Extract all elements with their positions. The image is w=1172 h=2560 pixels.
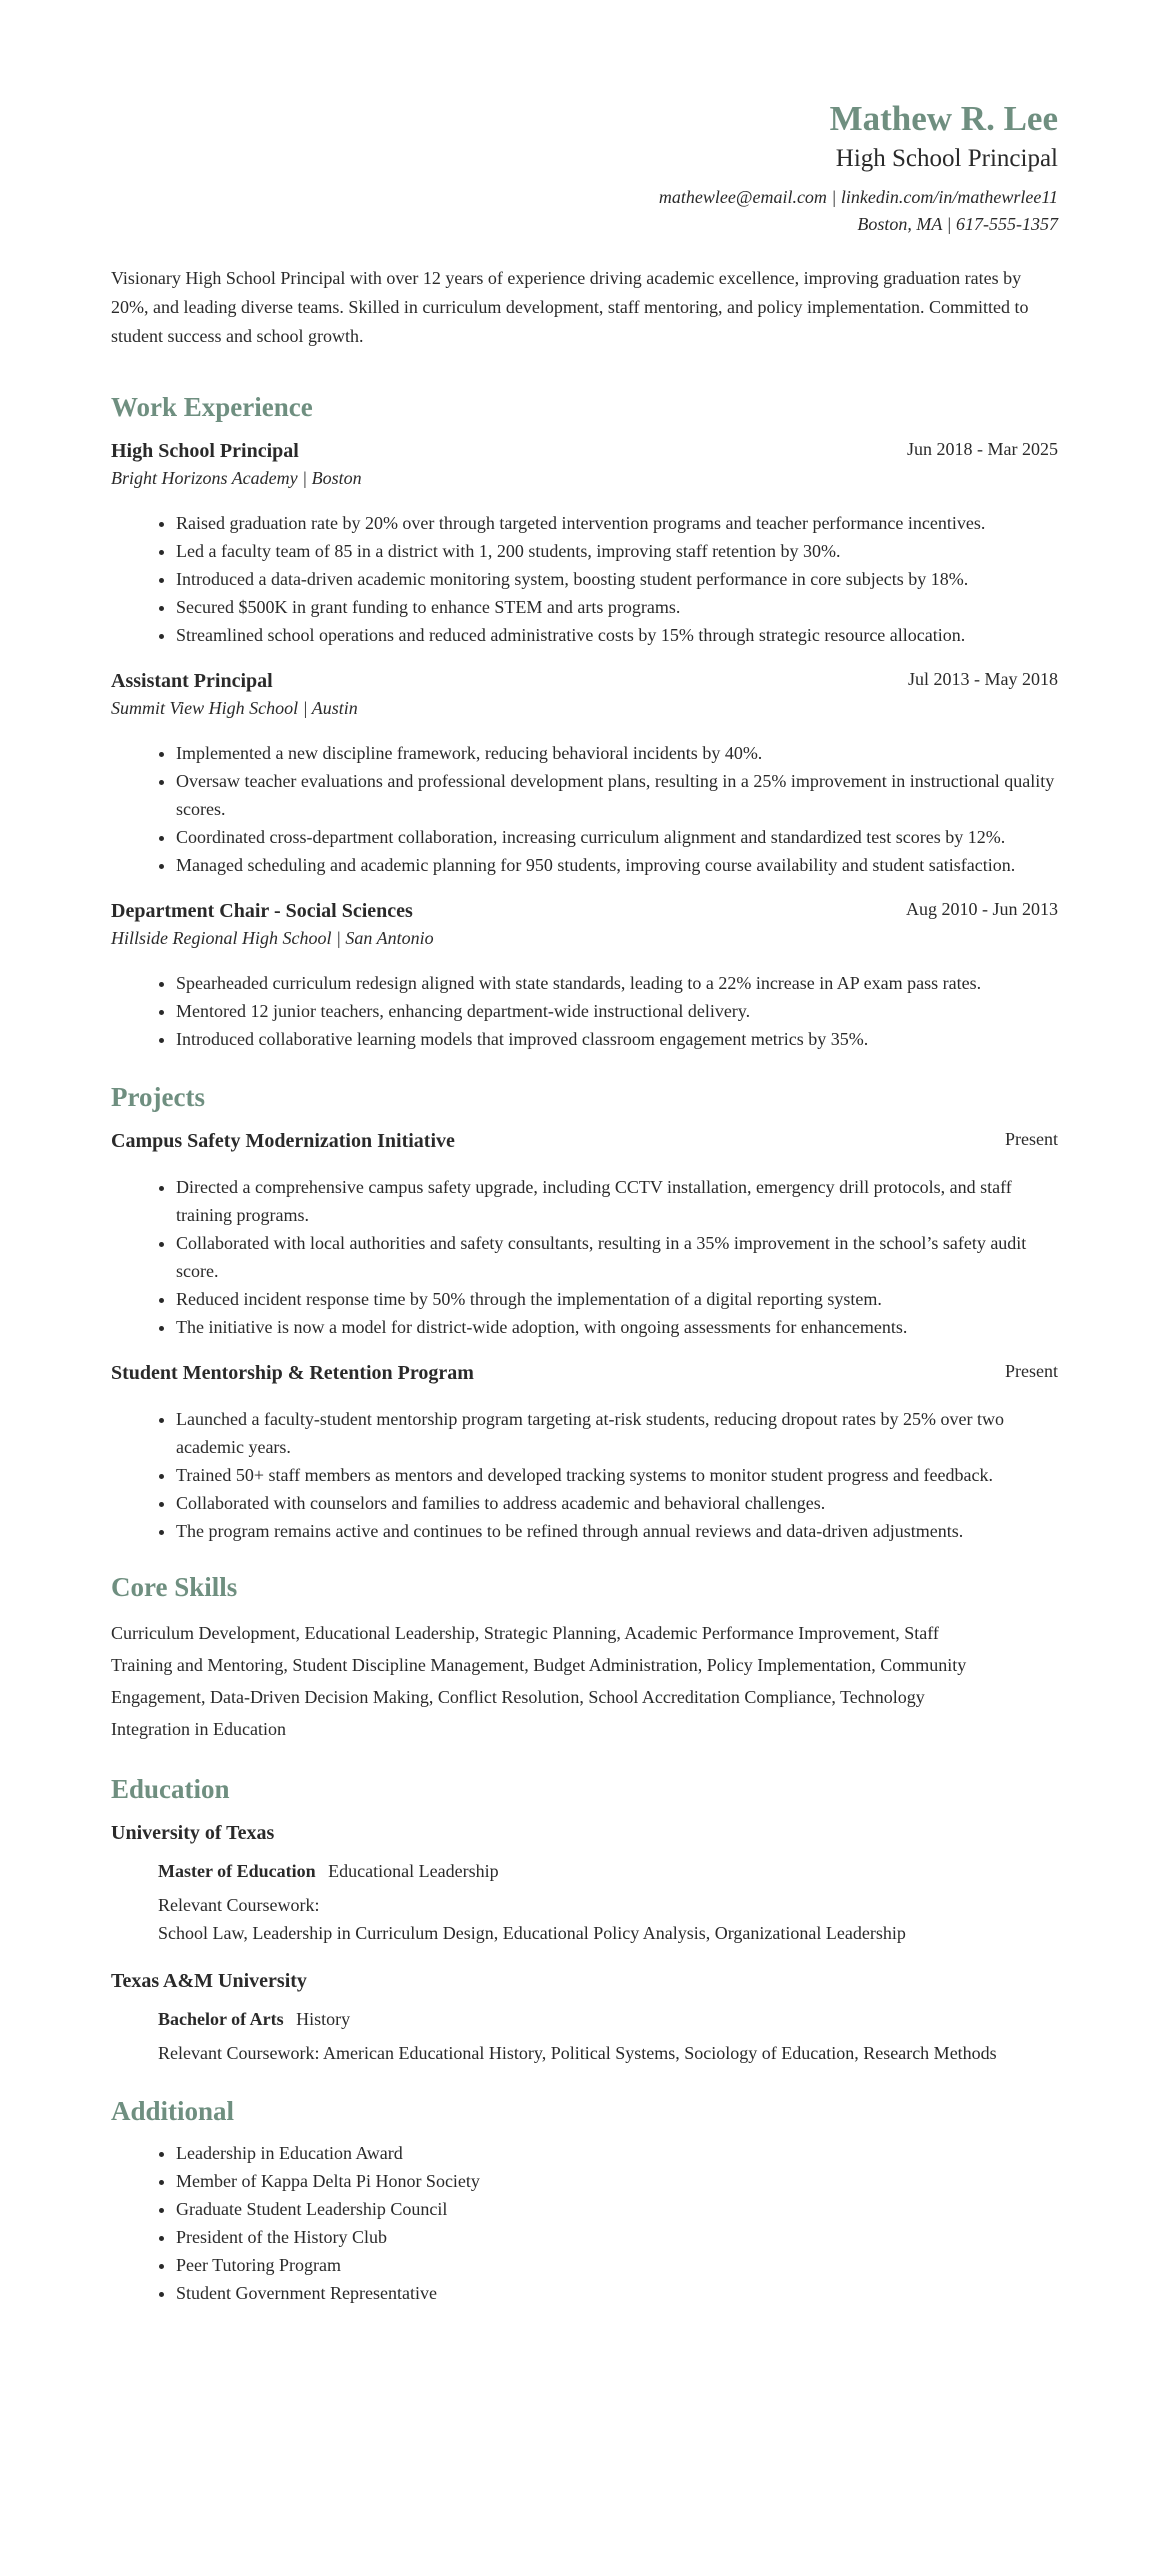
school-name: Texas A&M University bbox=[111, 1970, 307, 1992]
resume-header bbox=[111, 98, 1058, 238]
list-item: • Introduced a data-driven academic monitoring system, boosting student performance in core subjects by 18%. bbox=[176, 565, 1058, 593]
coursework-label: Relevant Coursework: bbox=[158, 2043, 320, 2063]
job-entry bbox=[111, 667, 1058, 879]
degree-line bbox=[158, 1857, 1058, 1885]
job-organization: Hillside Regional High School | San Antonio bbox=[111, 928, 434, 948]
list-item: • Led a faculty team of 85 in a district with 1, 200 students, improving staff retention by 30%. bbox=[176, 537, 1058, 565]
project-entry bbox=[111, 1359, 1058, 1545]
job-organization: Bright Horizons Academy | Boston bbox=[111, 468, 362, 488]
contact-email-linkedin: mathewlee@email.com | linkedin.com/in/mathewrlee11 bbox=[658, 187, 1058, 207]
job-title: Assistant Principal bbox=[111, 670, 273, 692]
project-entry bbox=[111, 1127, 1058, 1341]
contact-location-phone: Boston, MA | 617-555-1357 bbox=[857, 214, 1058, 234]
job-title: High School Principal bbox=[111, 440, 299, 462]
school-name: University of Texas bbox=[111, 1822, 275, 1844]
additional-list bbox=[111, 2139, 1058, 2307]
list-item: • Member of Kappa Delta Pi Honor Society bbox=[176, 2167, 1058, 2195]
professional-summary: Visionary High School Principal with over 12 years of experience driving academic excellence, improving graduation rates by 20%, and leading diverse teams. Skilled in curriculum development, staff mentoring, and policy implementation. Committed to student success and school growth. bbox=[111, 268, 1029, 346]
job-bullets bbox=[111, 509, 1058, 649]
section-heading: Education bbox=[111, 1774, 230, 1804]
list-item: • Oversaw teacher evaluations and professional development plans, resulting in a 25% improvement in instructional quality scores. bbox=[176, 767, 1058, 823]
list-item: • Implemented a new discipline framework, reducing behavioral incidents by 40%. bbox=[176, 739, 1058, 767]
list-item: • Secured $500K in grant funding to enhance STEM and arts programs. bbox=[176, 593, 1058, 621]
list-item: • Raised graduation rate by 20% over through targeted intervention programs and teacher performance incentives. bbox=[176, 509, 1058, 537]
section-heading: Work Experience bbox=[111, 392, 313, 422]
education-section bbox=[111, 1771, 1058, 2067]
education-details bbox=[111, 2005, 1058, 2067]
list-item: • Streamlined school operations and reduced administrative costs by 15% through strategic resource allocation. bbox=[176, 621, 1058, 649]
job-date: Jul 2013 - May 2018 bbox=[908, 669, 1058, 689]
list-item: • Launched a faculty-student mentorship program targeting at-risk students, reducing dropout rates by 25% over two academic years. bbox=[176, 1405, 1058, 1461]
list-item: • Spearheaded curriculum redesign aligned with state standards, leading to a 22% increase in AP exam pass rates. bbox=[176, 969, 1058, 997]
skills-list: Curriculum Development, Educational Leadership, Strategic Planning, Academic Performance Improvement, Staff Training and Mentoring, Student Discipline Management, Budget Administration, Policy Implementation, Community Engagement, Data-Driven Decision Making, Conflict Resolution, School Accreditation Compliance, Technology Integration in Education bbox=[111, 1623, 967, 1739]
job-bullets bbox=[111, 969, 1058, 1053]
job-title: Department Chair - Social Sciences bbox=[111, 900, 413, 922]
project-date: Present bbox=[1005, 1361, 1058, 1381]
list-item: • Graduate Student Leadership Council bbox=[176, 2195, 1058, 2223]
coursework bbox=[158, 2039, 1058, 2067]
additional-section bbox=[111, 2093, 1058, 2307]
list-item: • Peer Tutoring Program bbox=[176, 2251, 1058, 2279]
contact-info bbox=[111, 184, 1058, 238]
degree-name: Master of Education bbox=[158, 1861, 316, 1881]
job-entry bbox=[111, 437, 1058, 649]
list-item: • President of the History Club bbox=[176, 2223, 1058, 2251]
education-details bbox=[111, 1857, 1058, 1947]
section-heading: Additional bbox=[111, 2096, 235, 2126]
list-item: • Student Government Representative bbox=[176, 2279, 1058, 2307]
education-entry bbox=[111, 1819, 1058, 1947]
coursework-label: Relevant Coursework: bbox=[158, 1895, 320, 1915]
section-heading: Projects bbox=[111, 1082, 205, 1112]
list-item: • Collaborated with counselors and families to address academic and behavioral challenges. bbox=[176, 1489, 1058, 1517]
section-heading: Core Skills bbox=[111, 1572, 238, 1602]
coursework-text: School Law, Leadership in Curriculum Design, Educational Policy Analysis, Organizational Leadership bbox=[158, 1923, 906, 1943]
projects-section bbox=[111, 1079, 1058, 1545]
list-item: • The initiative is now a model for district-wide adoption, with ongoing assessments for enhancements. bbox=[176, 1313, 1058, 1341]
project-bullets bbox=[111, 1405, 1058, 1545]
project-date: Present bbox=[1005, 1129, 1058, 1149]
list-item: • Directed a comprehensive campus safety upgrade, including CCTV installation, emergency drill protocols, and staff training programs. bbox=[176, 1173, 1058, 1229]
list-item: • Collaborated with local authorities and safety consultants, resulting in a 35% improvement in the school’s safety audit score. bbox=[176, 1229, 1058, 1285]
list-item: • The program remains active and continues to be refined through annual reviews and data-driven adjustments. bbox=[176, 1517, 1058, 1545]
job-bullets bbox=[111, 739, 1058, 879]
list-item: • Trained 50+ staff members as mentors and developed tracking systems to monitor student progress and feedback. bbox=[176, 1461, 1058, 1489]
job-entry bbox=[111, 897, 1058, 1053]
core-skills-section bbox=[111, 1569, 1058, 1745]
list-item: • Managed scheduling and academic planning for 950 students, improving course availability and student satisfaction. bbox=[176, 851, 1058, 879]
candidate-role: High School Principal bbox=[835, 145, 1058, 172]
list-item: • Introduced collaborative learning models that improved classroom engagement metrics by 35%. bbox=[176, 1025, 1058, 1053]
job-date: Jun 2018 - Mar 2025 bbox=[907, 439, 1058, 459]
degree-line bbox=[158, 2005, 1058, 2033]
list-item: • Mentored 12 junior teachers, enhancing department-wide instructional delivery. bbox=[176, 997, 1058, 1025]
job-organization: Summit View High School | Austin bbox=[111, 698, 358, 718]
education-entry bbox=[111, 1967, 1058, 2067]
list-item: • Reduced incident response time by 50% through the implementation of a digital reporting system. bbox=[176, 1285, 1058, 1313]
coursework bbox=[158, 1891, 1058, 1947]
list-item: • Leadership in Education Award bbox=[176, 2139, 1058, 2167]
candidate-name: Mathew R. Lee bbox=[829, 99, 1058, 138]
work-experience-section bbox=[111, 389, 1058, 1053]
coursework-text: American Educational History, Political Systems, Sociology of Education, Research Methods bbox=[322, 2043, 997, 2063]
list-item: • Coordinated cross-department collaboration, increasing curriculum alignment and standardized test scores by 12%. bbox=[176, 823, 1058, 851]
degree-field: History bbox=[296, 2009, 351, 2029]
project-title: Campus Safety Modernization Initiative bbox=[111, 1130, 455, 1152]
project-title: Student Mentorship & Retention Program bbox=[111, 1362, 474, 1384]
project-bullets bbox=[111, 1173, 1058, 1341]
degree-field: Educational Leadership bbox=[328, 1861, 499, 1881]
job-date: Aug 2010 - Jun 2013 bbox=[906, 899, 1058, 919]
degree-name: Bachelor of Arts bbox=[158, 2009, 284, 2029]
